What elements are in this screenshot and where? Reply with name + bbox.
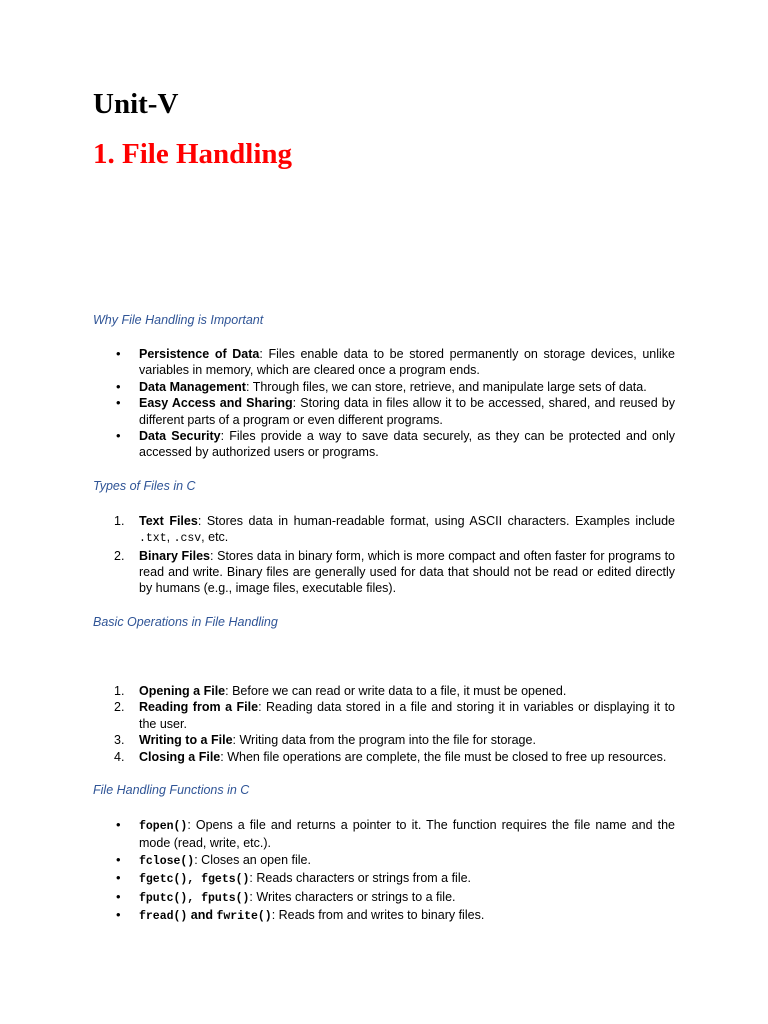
bullet-list (93, 817, 675, 925)
item-term: Data Management (139, 379, 246, 394)
list-item (93, 817, 675, 852)
item-text: : Writes characters or strings to a file. (249, 889, 456, 904)
item-text: : Stores data in human-readable format, using ASCII characters. Examples include (197, 513, 676, 528)
list-item (93, 683, 675, 699)
item-text: : Through files, we can store, retrieve, and manipulate large sets of data. (245, 379, 647, 394)
item-text: : Reads characters or strings from a file. (249, 871, 472, 886)
section-heading: File Handling Functions in C (93, 782, 250, 797)
item-text: : Opens a file and returns a pointer to it. The function requires the file name and the mode (read, write, etc.). (139, 817, 675, 851)
item-text: : Files provide a way to save data securely, as they can be protected and only accessed by authorized users or programs. (139, 429, 675, 460)
item-term: Data Security (139, 429, 221, 444)
item-text: : Stores data in binary form, which is more compact and often faster for programs to read and write. Binary files are generally used for data that should not be read or edited directly by humans (e.g., image files, executable files). (139, 548, 675, 596)
item-number: 4. (114, 749, 125, 764)
item-term: Reading from a File (139, 700, 259, 715)
item-text: : Writing data from the program into the file for storage. (232, 733, 536, 748)
section-functions (93, 782, 675, 925)
list-item (93, 379, 675, 395)
section-operations (93, 614, 675, 765)
item-text: , (166, 530, 174, 545)
function-name: fopen() (139, 819, 188, 833)
item-number: 3. (114, 733, 125, 748)
list-item (93, 395, 675, 428)
item-joiner: and (187, 907, 217, 922)
list-item (93, 513, 675, 548)
item-term: Writing to a File (139, 733, 233, 748)
item-text: : Files enable data to be stored permanently on storage devices, unlike variables in memory, which are cleared once a program ends. (139, 347, 675, 378)
item-term: Persistence of Data (139, 347, 260, 361)
function-name: fwrite() (216, 909, 272, 923)
item-text: : Storing data in files allow it to be accessed, shared, and reused by different parts of a program or even different programs. (139, 396, 675, 427)
unit-title: Unit-V (93, 88, 179, 120)
list-item (93, 749, 675, 765)
list-item (93, 889, 675, 907)
item-text: : When file operations are complete, the file must be closed to free up resources. (220, 749, 667, 764)
item-number: 1. (114, 513, 125, 528)
function-name: fputc(), fputs() (139, 891, 250, 905)
section-heading: Why File Handling is Important (93, 313, 264, 327)
list-item (93, 428, 675, 461)
code-text: .csv (173, 532, 202, 546)
section-heading: Types of Files in C (93, 478, 196, 493)
list-item (93, 870, 675, 888)
function-name: fclose() (139, 854, 195, 868)
section-types (93, 478, 675, 597)
section-why (93, 312, 675, 461)
section-heading: Basic Operations in File Handling (93, 614, 278, 629)
bullet-list (93, 346, 675, 461)
list-item (93, 852, 675, 870)
chapter-title: 1. File Handling (93, 138, 293, 170)
item-text: : Reading data stored in a file and storing it in variables or displaying it to the user. (139, 700, 675, 731)
code-text: .txt (139, 532, 167, 546)
item-term: Binary Files (139, 548, 211, 563)
list-item (93, 548, 675, 597)
item-text: : Closes an open file. (194, 852, 311, 867)
item-text: : Reads from and writes to binary files. (271, 907, 485, 922)
item-number: 1. (114, 683, 125, 698)
numbered-list (93, 513, 675, 597)
document-page (93, 86, 675, 925)
function-name: fread() (139, 909, 188, 923)
item-number: 2. (114, 700, 125, 715)
numbered-list (93, 683, 675, 765)
list-item (93, 907, 675, 925)
item-text: : Before we can read or write data to a file, it must be opened. (225, 683, 567, 698)
list-item (93, 699, 675, 732)
list-item (93, 732, 675, 748)
item-term: Opening a File (139, 683, 226, 698)
item-number: 2. (114, 548, 125, 563)
list-item (93, 346, 675, 379)
item-text: , etc. (201, 530, 229, 545)
function-name: fgetc(), fgets() (139, 873, 250, 887)
item-term: Easy Access and Sharing (139, 396, 293, 411)
item-term: Closing a File (139, 749, 221, 764)
item-term: Text Files (139, 513, 198, 528)
